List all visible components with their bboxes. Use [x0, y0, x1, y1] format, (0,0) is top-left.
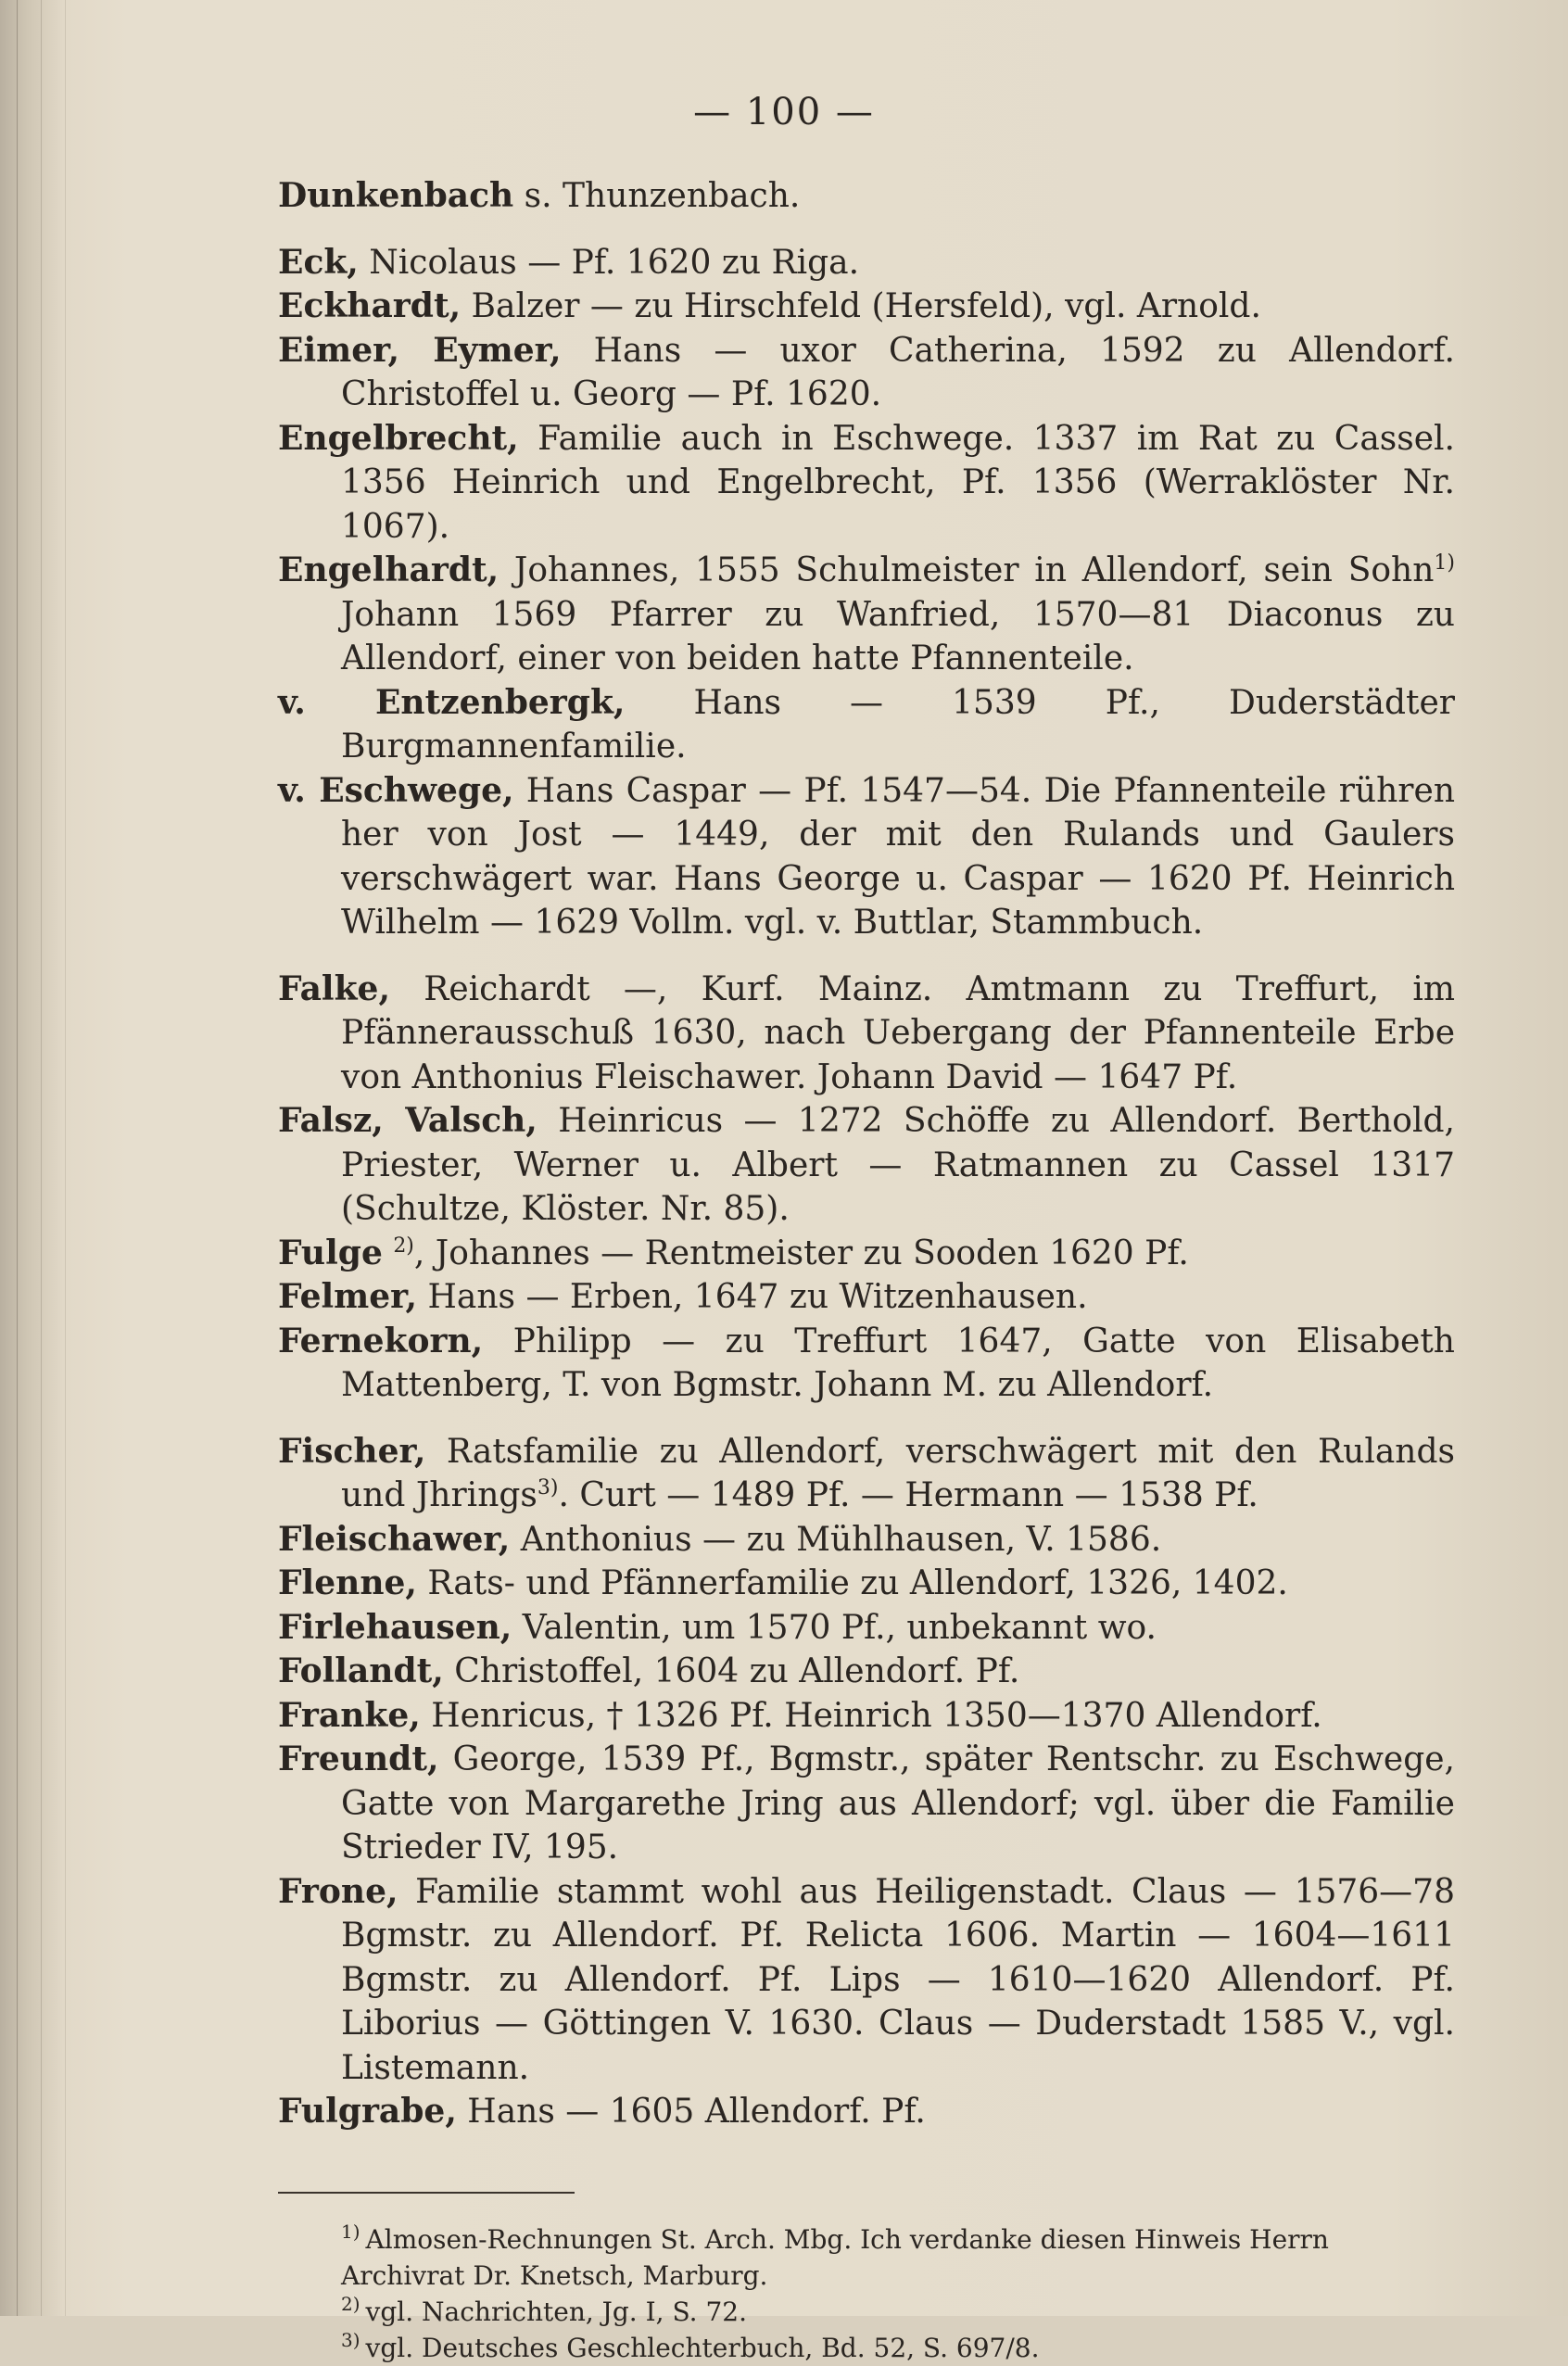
entry-text: Ratsfamilie zu Allendorf, verschwägert mit den Rulands und Jhrings [341, 1432, 1455, 1514]
entry [278, 1430, 1455, 1518]
entry-headword: Eck, [278, 242, 359, 282]
entry-headword: Eckhardt, [278, 286, 462, 325]
footnote-text: vgl. Deutsches Geschlechterbuch, Bd. 52, S. 697/8. [365, 2332, 1040, 2363]
entry [278, 1518, 1455, 1563]
entry-text: Anthonius — zu Mühlhausen, V. 1586. [510, 1520, 1162, 1559]
entry [278, 968, 1455, 1100]
footnote [278, 2330, 1455, 2366]
footnote-reference: 2) [393, 1234, 414, 1258]
entry-text: George, 1539 Pf., Bgmstr., später Rentschr. zu Eschwege, Gatte von Margarethe Jring aus Allendorf; vgl. über die Familie Strieder IV, 195. [341, 1740, 1455, 1866]
entry-text: Hans — uxor Catherina, 1592 zu Allendorf. Christoffel u. Georg — Pf. 1620. [341, 331, 1455, 413]
entry-headword: Falsz, Valsch, [278, 1101, 537, 1140]
footnote-mark: 2) [341, 2293, 360, 2316]
entry-text: Familie stammt wohl aus Heiligenstadt. Claus — 1576—78 Bgmstr. zu Allendorf. Pf. Relicta 1606. Martin — 1604—1611 Bgmstr. zu Allendorf. Pf. Lips — 1610—1620 Allendorf. Pf. Liborius — Göttingen V. 1630. Claus — Duderstadt 1585 V., vgl. Listemann. [341, 1872, 1455, 2087]
entry-text: Johannes, 1555 Schulmeister in Allendorf, sein Sohn [499, 551, 1435, 589]
entry-headword: Fulgrabe, [278, 2092, 457, 2131]
entry-headword: Firlehausen, [278, 1607, 512, 1647]
entry [278, 1232, 1455, 1276]
entry-headword: Franke, [278, 1695, 421, 1735]
entry [278, 1320, 1455, 1408]
entry [278, 549, 1455, 681]
entry [278, 681, 1455, 769]
entry-text: Nicolaus — Pf. 1620 zu Riga. [358, 243, 860, 282]
entry-text: Hans — 1605 Allendorf. Pf. [456, 2093, 926, 2131]
entry-gap [278, 1408, 1455, 1430]
entry-headword: Freundt, [278, 1740, 439, 1778]
entry-text: Johann 1569 Pfarrer zu Wanfried, 1570—81 Diaconus zu Allendorf, einer von beiden hatte Pfannenteile. [341, 595, 1455, 677]
entry [278, 1275, 1455, 1320]
entry-text: , Johannes — Rentmeister zu Sooden 1620 Pf. [413, 1234, 1189, 1272]
entry [278, 1562, 1455, 1606]
entry [278, 241, 1455, 285]
entry-headword: Fleischawer, [278, 1519, 511, 1559]
entry-text: Philipp — zu Treffurt 1647, Gatte von Elisabeth Mattenberg, T. von Bgmstr. Johann M. zu Allendorf. [341, 1322, 1455, 1404]
entry-headword: Eimer, Eymer, [278, 330, 562, 370]
entry [278, 417, 1455, 550]
entry-text [383, 1234, 393, 1272]
footnote-reference: 3) [537, 1476, 559, 1499]
entry-text: Valentin, um 1570 Pf., unbekannt wo. [512, 1608, 1157, 1647]
entry [278, 285, 1455, 329]
entry-text: Henricus, † 1326 Pf. Heinrich 1350—1370 Allendorf. [420, 1696, 1322, 1735]
entry [278, 1694, 1455, 1739]
entry-text: Hans Caspar — Pf. 1547—54. Die Pfannenteile rühren her von Jost — 1449, der mit den Rulands und Gaulers verschwägert war. Hans George u. Caspar — 1620 Pf. Heinrich Wilhelm — 1629 Vollm. vgl. v. Buttlar, Stammbuch. [341, 771, 1455, 942]
entry [278, 329, 1455, 417]
entry-text: Familie auch in Eschwege. 1337 im Rat zu Cassel. 1356 Heinrich und Engelbrecht, Pf. 1356 (Werraklöster Nr. 1067). [341, 419, 1455, 546]
entry [278, 1870, 1455, 2091]
entry-headword: Fernekorn, [278, 1321, 484, 1360]
entry-text: s. Thunzenbach. [513, 177, 801, 215]
gutter-edge [41, 0, 42, 2316]
entry-headword: Felmer, [278, 1277, 418, 1316]
entry [278, 1650, 1455, 1694]
entry-text: Balzer — zu Hirschfeld (Hersfeld), vgl. Arnold. [461, 287, 1261, 325]
footnote-mark: 3) [341, 2329, 360, 2352]
gutter-edge [17, 0, 18, 2316]
entry-headword: Follandt, [278, 1651, 444, 1690]
entry [278, 1099, 1455, 1232]
entry [278, 769, 1455, 945]
entry-gap [278, 219, 1455, 241]
entry-headword: Falke, [278, 968, 390, 1008]
entry-headword: Dunkenbach [278, 176, 514, 215]
footnote-text: Almosen-Rechnungen St. Arch. Mbg. Ich verdanke diesen Hinweis Herrn Archivrat Dr. Knetsch, Marburg. [341, 2223, 1329, 2291]
entry-text: Reichardt —, Kurf. Mainz. Amtmann zu Treffurt, im Pfännerausschuß 1630, nach Uebergang der Pfannenteile Erbe von Anthonius Fleischawer. Johann David — 1647 Pf. [341, 969, 1455, 1096]
entry-text: Christoffel, 1604 zu Allendorf. Pf. [443, 1652, 1020, 1690]
entry-headword: Fischer, [278, 1431, 426, 1471]
entry-headword: Frone, [278, 1871, 398, 1911]
entry-list [278, 174, 1455, 2366]
entry-headword: v. Eschwege, [278, 770, 514, 810]
entry [278, 1606, 1455, 1651]
footnote-reference: 1) [1434, 551, 1455, 575]
entry-headword: Fulge [278, 1233, 383, 1272]
entry [278, 2090, 1455, 2134]
footnote [278, 2294, 1455, 2330]
entry-text: Rats- und Pfännerfamilie zu Allendorf, 1326, 1402. [416, 1564, 1288, 1602]
footnote [278, 2221, 1455, 2294]
footnote-text: vgl. Nachrichten, Jg. I, S. 72. [365, 2296, 747, 2327]
entry [278, 174, 1455, 219]
page-number: — 100 — [693, 91, 875, 133]
entry-text: Hans — 1539 Pf., Duderstädter Burgmannenfamilie. [341, 683, 1455, 765]
entry [278, 1738, 1455, 1870]
entry-headword: v. Entzenbergk, [278, 682, 626, 722]
entry-headword: Flenne, [278, 1563, 417, 1602]
entry-text: Heinricus — 1272 Schöffe zu Allendorf. Berthold, Priester, Werner u. Albert — Ratmannen zu Cassel 1317 (Schultze, Klöster. Nr. 85). [341, 1102, 1455, 1228]
entry-headword: Engelbrecht, [278, 418, 519, 458]
footnote-mark: 1) [341, 2220, 360, 2244]
entry-text: . Curt — 1489 Pf. — Hermann — 1538 Pf. [558, 1476, 1258, 1514]
entry-text: Hans — Erben, 1647 zu Witzenhausen. [417, 1278, 1088, 1316]
entry-headword: Engelhardt, [278, 550, 499, 589]
gutter-edge [65, 0, 66, 2316]
entry-gap [278, 945, 1455, 968]
footnote-divider [278, 2192, 575, 2194]
